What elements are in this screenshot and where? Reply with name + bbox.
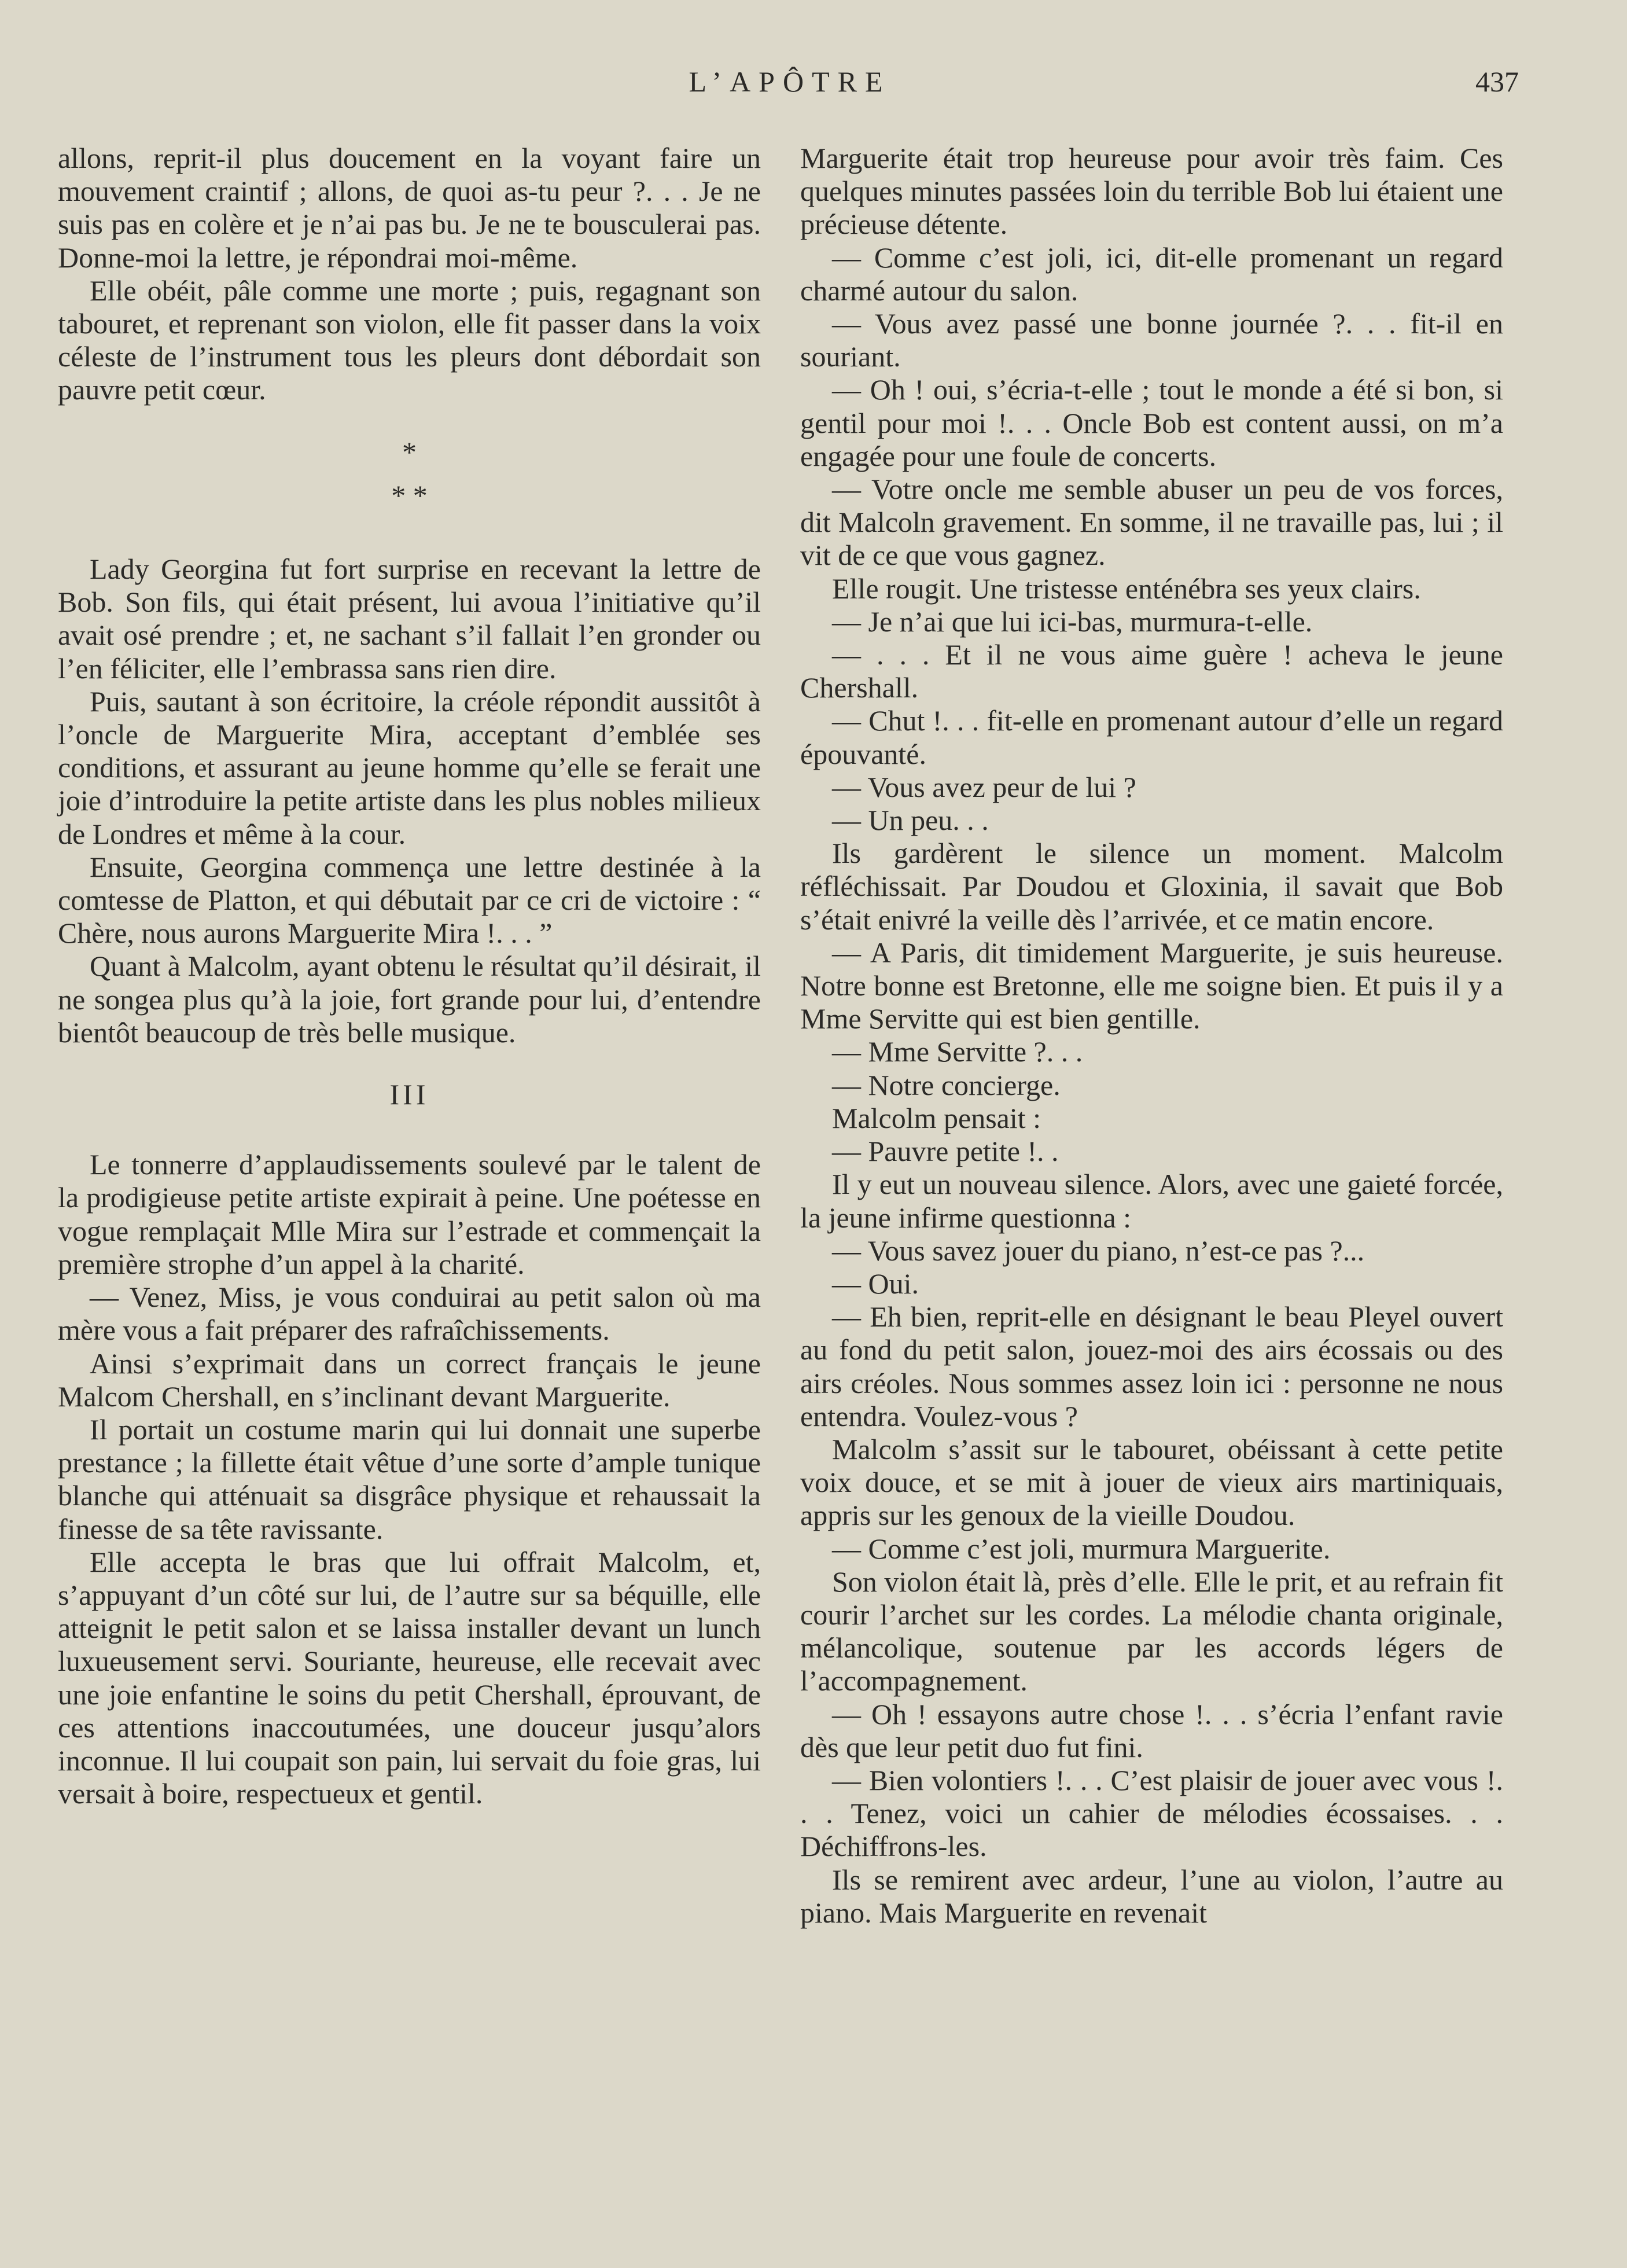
- paragraph: — Vous avez peur de lui ?: [832, 770, 1136, 803]
- section-break-asterisks: * *: [391, 479, 428, 512]
- paragraph: — Venez, Miss, je vous conduirai au petit salon où ma mère vous a fait préparer des rafraîchissements.: [58, 1281, 761, 1347]
- right-column: [800, 142, 1503, 1929]
- paragraph: Elle accepta le bras que lui offrait Malcolm, et, s’appuyant d’un côté sur lui, de l’autre sur sa béquille, elle atteignit le petit salon et se laissa installer devant un lunch luxueusement servi. Souriante, heureuse, elle recevait avec une joie enfantine le soins du petit Chershall, éprouvant, de ces attentions inaccoutumées, une douceur jusqu’alors inconnue. Il lui coupait son pain, lui servait du foie gras, lui versait à boire, respectueux et gentil.: [58, 1545, 761, 1810]
- paragraph: Elle rougit. Une tristesse enténébra ses yeux clairs.: [832, 572, 1421, 605]
- chapter-heading: III: [389, 1078, 429, 1111]
- paragraph: — Mme Servitte ?. . .: [832, 1035, 1083, 1068]
- paragraph: — Chut !. . . fit-elle en promenant autour d’elle un regard épouvanté.: [800, 704, 1503, 770]
- running-head: [61, 65, 1519, 105]
- paragraph: Ils gardèrent le silence un moment. Malcolm réfléchissait. Par Doudou et Gloxinia, il savait que Bob s’était enivré la veille dès l’arrivée, et ce matin encore.: [800, 837, 1503, 936]
- paragraph: — A Paris, dit timidement Marguerite, je suis heureuse. Notre bonne est Bretonne, elle me soigne bien. Et puis il y a Mme Servitte qui est bien gentille.: [800, 936, 1503, 1035]
- left-column: [58, 142, 761, 1810]
- paragraph: Quant à Malcolm, ayant obtenu le résultat qu’il désirait, il ne songea plus qu’à la joie, fort grande pour lui, d’entendre bientôt beaucoup de très belle musique.: [58, 950, 761, 1049]
- paragraph: — Je n’ai que lui ici-bas, murmura-t-elle.: [832, 605, 1313, 638]
- paragraph: Ensuite, Georgina commença une lettre destinée à la comtesse de Platton, et qui débutait par ce cri de victoire : “ Chère, nous aurons Marguerite Mira !. . . ”: [58, 850, 761, 950]
- paragraph: Malcolm s’assit sur le tabouret, obéissant à cette petite voix douce, et se mit à jouer de vieux airs martiniquais, appris sur les genoux de la vieille Doudou.: [800, 1432, 1503, 1532]
- paragraph: Le tonnerre d’applaudissements soulevé par le talent de la prodigieuse petite artiste expirait à peine. Une poétesse en vogue remplaçait Mlle Mira sur l’estrade et commençait la première strophe d’un appel à la charité.: [58, 1148, 761, 1280]
- paragraph: — Pauvre petite !. .: [832, 1135, 1059, 1168]
- page-number: 437: [1475, 65, 1519, 98]
- paragraph: — . . . Et il ne vous aime guère ! acheva le jeune Chershall.: [800, 638, 1503, 704]
- paragraph: — Oh ! oui, s’écria-t-elle ; tout le monde a été si bon, si gentil pour moi !. . . Oncle Bob est content aussi, on m’a engagée pour une foule de concerts.: [800, 373, 1503, 472]
- paragraph: Ils se remirent avec ardeur, l’une au violon, l’autre au piano. Mais Marguerite en revenait: [800, 1863, 1503, 1929]
- paragraph: — Votre oncle me semble abuser un peu de vos forces, dit Malcoln gravement. En somme, il ne travaille pas, lui ; il vit de ce que vous gagnez.: [800, 473, 1503, 572]
- paragraph: — Eh bien, reprit-elle en désignant le beau Pleyel ouvert au fond du petit salon, jouez-moi des airs écossais ou des airs créoles. Nous sommes assez loin ici : personne ne nous entendra. Voulez-vous ?: [800, 1300, 1503, 1432]
- paragraph: Malcolm pensait :: [832, 1101, 1041, 1134]
- paragraph: Il portait un costume marin qui lui donnait une superbe prestance ; la fillette était vêtue d’une sorte d’ample tunique blanche qui atténuait sa disgrâce physique et rehaussait la finesse de sa tête ravissante.: [58, 1413, 761, 1545]
- paragraph: Elle obéit, pâle comme une morte ; puis, regagnant son tabouret, et reprenant son violon, elle fit passer dans la voix céleste de l’instrument tous les pleurs dont débordait son pauvre petit cœur.: [58, 274, 761, 406]
- paragraph: — Notre concierge.: [832, 1068, 1061, 1101]
- paragraph: — Vous avez passé une bonne journée ?. . . fit-il en souriant.: [800, 307, 1503, 373]
- paragraph: Ainsi s’exprimait dans un correct français le jeune Malcom Chershall, en s’inclinant devant Marguerite.: [58, 1347, 761, 1413]
- paragraph: Son violon était là, près d’elle. Elle le prit, et au refrain fit courir l’archet sur les cordes. La mélodie chanta originale, mélancolique, soutenue par les accords légers de l’accompagnement.: [800, 1565, 1503, 1697]
- paragraph: — Oui.: [832, 1267, 919, 1300]
- paragraph: — Comme c’est joli, ici, dit-elle promenant un regard charmé autour du salon.: [800, 241, 1503, 307]
- paragraph: — Un peu. . .: [832, 804, 989, 837]
- section-break-asterisk: *: [402, 435, 417, 468]
- paragraph: Puis, sautant à son écritoire, la créole répondit aussitôt à l’oncle de Marguerite Mira, acceptant d’emblée ses conditions, et assurant au jeune homme qu’elle se ferait une joie d’introduire la petite artiste dans les plus nobles milieux de Londres et même à la cour.: [58, 685, 761, 850]
- paragraph: — Comme c’est joli, murmura Marguerite.: [832, 1532, 1331, 1565]
- paragraph: — Vous savez jouer du piano, n’est-ce pas ?...: [832, 1234, 1365, 1267]
- paragraph: — Bien volontiers !. . . C’est plaisir de jouer avec vous !. . . Tenez, voici un cahier de mélodies écossaises. . . Déchiffrons-les.: [800, 1763, 1503, 1863]
- paragraph: Lady Georgina fut fort surprise en recevant la lettre de Bob. Son fils, qui était présent, lui avoua l’initiative qu’il avait osé prendre ; et, ne sachant s’il fallait l’en gronder ou l’en féliciter, elle l’embrassa sans rien dire.: [58, 553, 761, 685]
- paragraph: Marguerite était trop heureuse pour avoir très faim. Ces quelques minutes passées loin du terrible Bob lui étaient une précieuse détente.: [800, 142, 1503, 241]
- paragraph: Il y eut un nouveau silence. Alors, avec une gaieté forcée, la jeune infirme questionna :: [800, 1168, 1503, 1234]
- running-title: L’APÔTRE: [689, 65, 891, 98]
- paragraph: — Oh ! essayons autre chose !. . . s’écria l’enfant ravie dès que leur petit duo fut fini.: [800, 1697, 1503, 1763]
- paragraph: allons, reprit-il plus doucement en la voyant faire un mouvement craintif ; allons, de quoi as-tu peur ?. . . Je ne suis pas en colère et je n’ai pas bu. Je ne te bousculerai pas. Donne-moi la lettre, je répondrai moi-même.: [58, 142, 761, 274]
